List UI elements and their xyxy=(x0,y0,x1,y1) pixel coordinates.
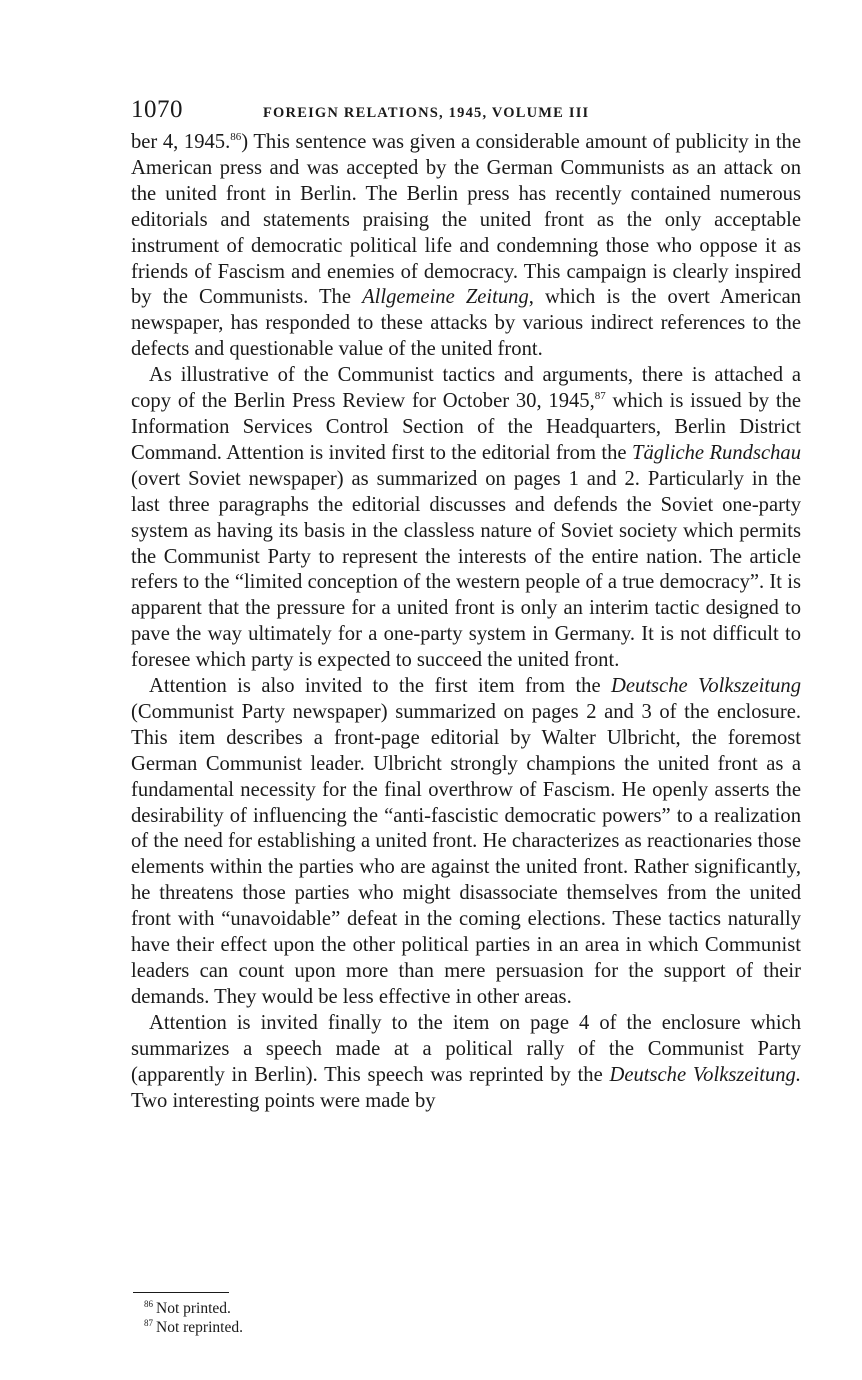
footnote-ref-87: 87 xyxy=(594,390,606,403)
page-number: 1070 xyxy=(131,96,183,123)
body-text xyxy=(131,130,801,1114)
running-head: FOREIGN RELATIONS, 1945, VOLUME III xyxy=(263,105,590,121)
paragraph-4-text-2: Two interesting points were made by xyxy=(131,1089,436,1112)
footnote-ref-86: 86 xyxy=(230,131,242,144)
paragraph-4-italic-1: Deutsche Volkszeitung. xyxy=(609,1063,801,1086)
paragraph-1-text-2: ) This sentence was given a considerable amount of publicity in the American press and was accepted by the German Communists as an attack on the united front in Berlin. The Berlin press has recently contained numerous editorials and statements praising the united front as the only acceptable instrument of democratic political life and condemning those who oppose it as friends of Fascism and enemies of democracy. This campaign is clearly inspired by the Communists. The xyxy=(131,131,801,309)
paragraph-4 xyxy=(131,1011,801,1115)
paragraph-4-text-1: Attention is invited finally to the item on page 4 of the enclosure which summarizes a speech made at a political rally of the Communist Party (apparently in Berlin). This speech was reprinted by the xyxy=(131,1011,801,1086)
paragraph-3 xyxy=(131,674,801,1011)
paragraph-2-text-1: As illustrative of the Communist tactics and arguments, there is attached a copy of the Berlin Press Review for October 30, 1945, xyxy=(131,364,801,413)
footnote-text: Not printed. xyxy=(156,1300,231,1317)
footnote-text: Not reprinted. xyxy=(156,1319,243,1336)
footnotes xyxy=(144,1299,243,1337)
paragraph-2-italic-1: Tägliche Rundschau xyxy=(631,441,801,464)
footnote-item xyxy=(144,1318,243,1337)
document-page xyxy=(131,96,801,1114)
footnote-number: 87 xyxy=(144,1317,153,1328)
paragraph-3-text-1: Attention is also invited to the first item from the xyxy=(149,675,612,698)
paragraph-1-text-1: ber 4, 1945. xyxy=(131,131,231,153)
footnote-number: 86 xyxy=(144,1298,153,1309)
page-header xyxy=(131,96,801,130)
paragraph-1 xyxy=(131,130,801,363)
footnote-item xyxy=(144,1299,243,1318)
footnote-divider xyxy=(133,1292,229,1293)
paragraph-2-text-2: which is issued by the Information Services Control Section of the Headquarters, Berlin District Command. Attention is invited first to the editorial from the xyxy=(131,390,802,464)
paragraph-3-text-2: (Communist Party newspaper) summarized on pages 2 and 3 of the enclosure. This item describes a front-page editorial by Walter Ulbricht, the foremost German Communist leader. Ulbricht strongly champions the united front as a fundamental necessity for the final overthrow of Fascism. He openly asserts the desirability of influencing the “anti-fascistic democratic powers” to a realization of the need for establishing a united front. He characterizes as reactionaries those elements within the parties who are against the united front. Rather significantly, he threatens those parties who might disassociate themselves from the united front with “unavoidable” defeat in the coming elections. These tactics naturally have their effect upon the other political parties in an area in which Communist leaders can count upon more than mere persuasion for the support of their demands. They would be less effective in other areas. xyxy=(131,700,801,1008)
paragraph-1-italic-1: Allgemeine Zeitung xyxy=(362,286,529,309)
paragraph-1-text-3: , which is the overt American newspaper, has responded to these attacks by various indirect references to the defects and questionable value of the united front. xyxy=(131,286,802,361)
paragraph-2-text-3: (overt Soviet newspaper) as summarized on pages 1 and 2. Particularly in the last three paragraphs the editorial discusses and defends the Soviet one-party system as having its basis in the classless nature of Soviet society which permits the Communist Party to represent the interests of the entire nation. The article refers to the “limited conception of the western people of a true democracy”. It is apparent that the pressure for a united front is only an interim tactic designed to pave the way ultimately for a one-party system in Germany. It is not difficult to foresee which party is expected to succeed the united front. xyxy=(131,467,801,672)
paragraph-3-italic-1: Deutsche Volkszeitung xyxy=(611,675,801,698)
paragraph-2 xyxy=(131,363,801,674)
